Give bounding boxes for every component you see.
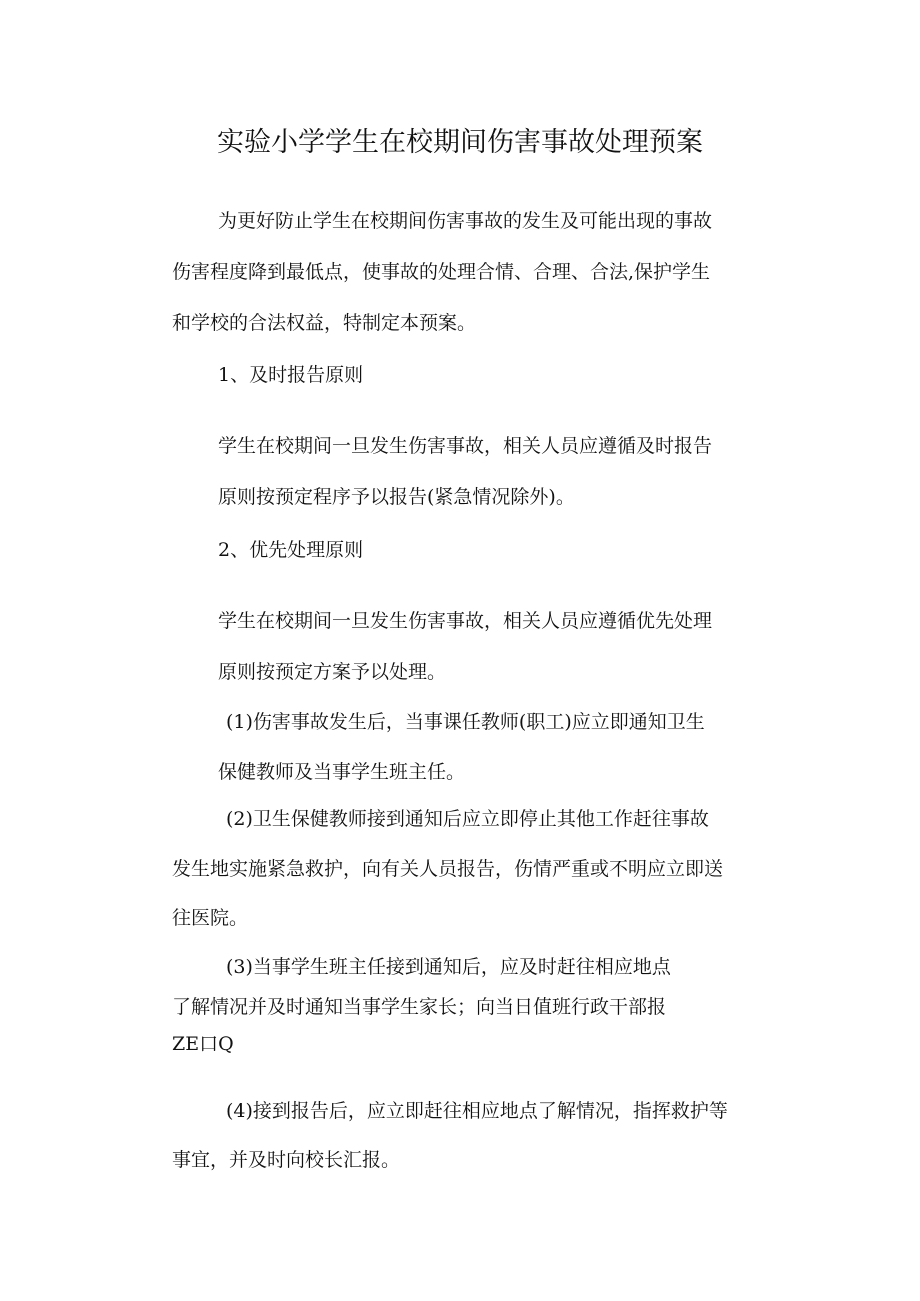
item-2-line-1: (2)卫生保健教师接到通知后应立即停止其他工作赶往事故 — [226, 808, 709, 830]
section-2-line-1: 学生在校期间一旦发生伤害事故，相关人员应遵循优先处理 — [218, 610, 713, 632]
item-2-line-3: 往医院。 — [172, 907, 249, 929]
item-1-line-2: 保健教师及当事学生班主任。 — [218, 761, 466, 783]
intro-line-3: 和学校的合法权益，特制定本预案。 — [172, 312, 477, 334]
item-1-line-1: (1)伤害事故发生后，当事课任教师(职工)应立即通知卫生 — [226, 711, 705, 733]
item-3-line-1: (3)当事学生班主任接到通知后，应及时赶往相应地点 — [226, 956, 671, 978]
intro-line-2: 伤害程度降到最低点，使事故的处理合情、合理、合法,保护学生 — [172, 261, 711, 283]
section-1-line-1: 学生在校期间一旦发生伤害事故，相关人员应遵循及时报告 — [218, 435, 713, 457]
section-1-line-2: 原则按预定程序予以报告(紧急情况除外)。 — [218, 486, 575, 508]
item-2-line-2: 发生地实施紧急救护，向有关人员报告，伤情严重或不明应立即送 — [172, 858, 724, 880]
section-2-line-2: 原则按预定方案予以处理。 — [218, 661, 447, 683]
section-2-heading: 2、优先处理原则 — [218, 539, 364, 561]
item-3-line-3: ZE口Q — [172, 1033, 234, 1055]
item-3-line-2: 了解情况并及时通知当事学生家长；向当日值班行政干部报 — [172, 996, 667, 1018]
intro-line-1: 为更好防止学生在校期间伤害事故的发生及可能出现的事故 — [218, 210, 713, 232]
item-4-line-1: (4)接到报告后，应立即赶往相应地点了解情况，指挥救护等 — [226, 1100, 728, 1122]
item-4-line-2: 事宜，并及时向校长汇报。 — [172, 1149, 401, 1171]
document-title: 实验小学学生在校期间伤害事故处理预案 — [217, 127, 703, 158]
section-1-heading: 1、及时报告原则 — [218, 364, 364, 386]
